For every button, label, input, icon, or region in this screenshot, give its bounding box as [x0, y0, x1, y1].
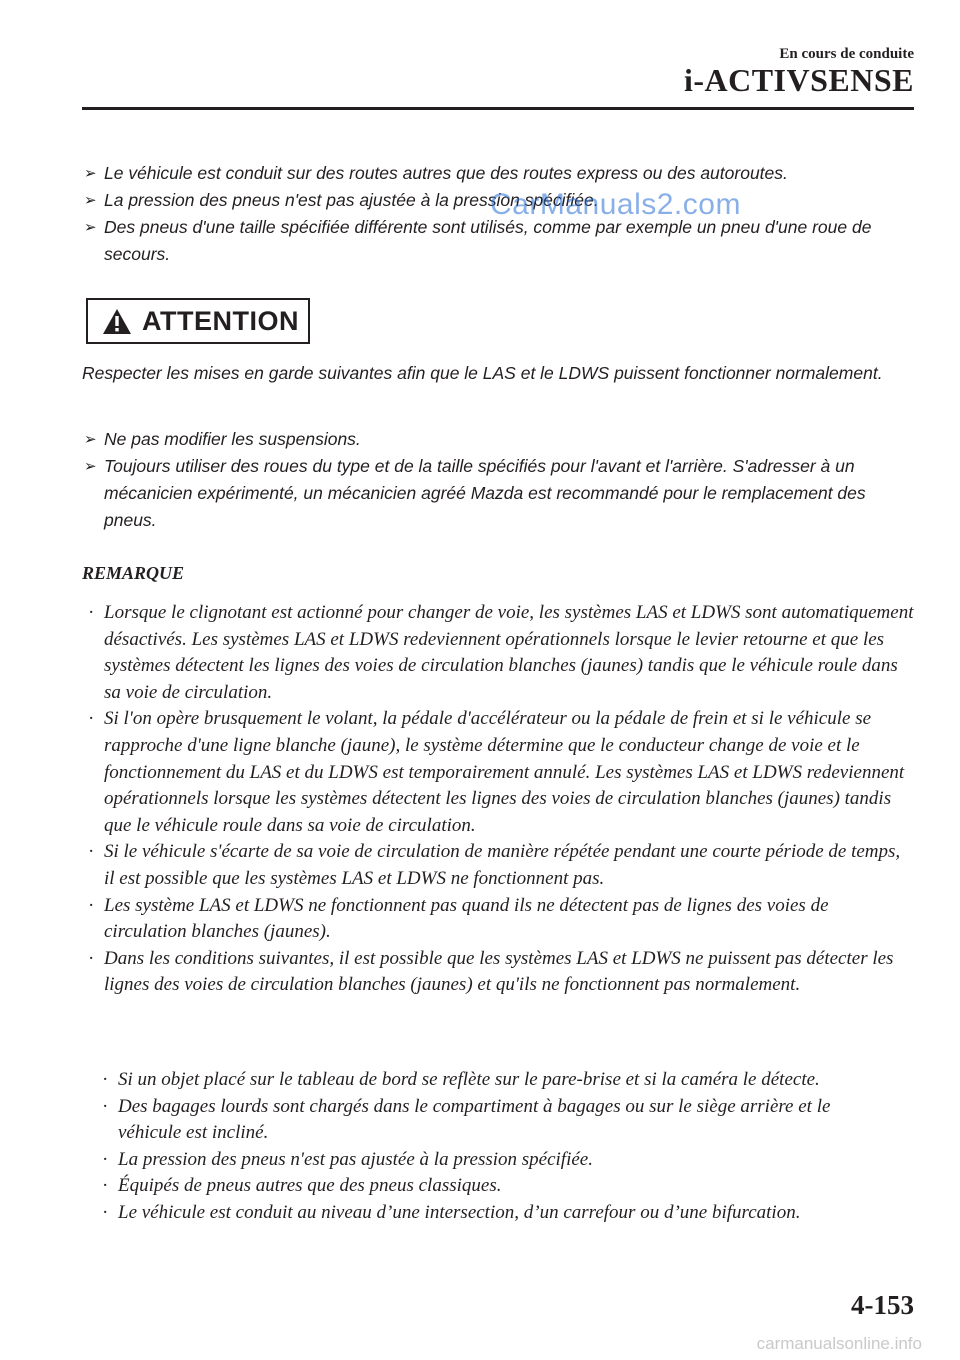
- attention-list: [82, 426, 912, 534]
- arrow-bullet-icon: ➢: [84, 219, 97, 236]
- section-title: En cours de conduite: [779, 46, 914, 62]
- bullet-dot-icon: ·: [88, 947, 95, 969]
- list-item: · Si l'on opère brusquement le volant, la pédale d'accélérateur ou la pédale de frein et si le véhicule se rapproche d'une ligne blanche (jaune), le système détermine que le conducteur change de voie et le fonctionnement du LAS et du LDWS est temporairement annulé. Les systèmes LAS et LDWS redeviennent opérationnels lorsque les systèmes détectent les lignes des voies de circulation blanches (jaunes) tandis que le véhicule roule dans sa voie de circulation.: [88, 708, 905, 836]
- arrow-bullet-icon: ➢: [84, 458, 97, 475]
- list-item: ➢ Toujours utiliser des roues du type et de la taille spécifiés pour l'avant et l'arrière. S'adresser à un mécanicien expérimenté, un mécanicien agréé Mazda est recommandé pour le remplacement des pneus.: [82, 453, 912, 534]
- arrow-bullet-icon: ➢: [84, 431, 97, 448]
- bullet-dot-icon: ·: [88, 708, 95, 730]
- list-item: · Des bagages lourds sont chargés dans le compartiment à bagages ou sur le siège arrière et le véhicule est incliné.: [102, 1095, 831, 1144]
- list-item: · Le véhicule est conduit au niveau d’une intersection, d’un carrefour ou d’une bifurcation.: [98, 1200, 898, 1227]
- list-item: · Équipés de pneus autres que des pneus classiques.: [98, 1173, 898, 1200]
- list-item: · Si le véhicule s'écarte de sa voie de circulation de manière répétée pendant une courte période de temps, il est possible que les systèmes LAS et LDWS ne fonctionnent pas.: [88, 841, 901, 889]
- bullet-dot-icon: ·: [102, 1069, 109, 1090]
- page-number: 4-153: [851, 1290, 914, 1320]
- watermark: CarManuals2.com: [490, 188, 741, 221]
- list-item: · Si un objet placé sur le tableau de bord se reflète sur le pare-brise et si la caméra le détecte.: [98, 1067, 898, 1094]
- bullet-dot-icon: ·: [88, 894, 95, 916]
- attention-intro: Respecter les mises en garde suivantes afin que le LAS et le LDWS puissent fonctionner normalement.: [82, 363, 883, 383]
- chapter-title: i-ACTIVSENSE: [683, 62, 914, 98]
- list-item: · Les système LAS et LDWS ne fonctionnent pas quand ils ne détectent pas de lignes des voies de circulation blanches (jaunes).: [88, 894, 829, 943]
- bullet-dot-icon: ·: [102, 1201, 109, 1223]
- bullet-dot-icon: ·: [88, 841, 95, 863]
- header-divider: [82, 107, 914, 110]
- remarque-list: [84, 600, 914, 999]
- bullet-dot-icon: ·: [102, 1095, 109, 1117]
- bullet-dot-icon: ·: [102, 1148, 109, 1170]
- arrow-bullet-icon: ➢: [84, 165, 97, 182]
- list-item: ➢ Le véhicule est conduit sur des routes autres que des routes express ou des autoroutes.: [82, 160, 912, 187]
- warning-triangle-icon: [102, 308, 132, 335]
- bullet-dot-icon: ·: [88, 602, 95, 623]
- footer-watermark: carmanualsonline.info: [756, 1334, 922, 1353]
- bullet-dot-icon: ·: [102, 1175, 109, 1197]
- list-item: · La pression des pneus n'est pas ajustée à la pression spécifiée.: [98, 1147, 898, 1174]
- arrow-bullet-icon: ➢: [84, 192, 97, 209]
- remarque-title: REMARQUE: [82, 563, 185, 583]
- list-item: · Dans les conditions suivantes, il est possible que les systèmes LAS et LDWS ne puissent pas détecter les lignes des voies de circulation blanches (jaunes) et qu'ils ne fonctionnent pas normalement.: [88, 947, 894, 996]
- remarque-sublist: [98, 1067, 898, 1227]
- list-item: · Lorsque le clignotant est actionné pour changer de voie, les systèmes LAS et LDWS sont automatiquement désactivés. Les systèmes LAS et LDWS redeviennent opérationnels lorsque le levier retourne et que les systèmes détectent les lignes des voies de circulation blanches (jaunes) tandis que le véhicule roule dans sa voie de circulation.: [88, 602, 914, 703]
- list-item: ➢ La pression des pneus n'est pas ajustée à la pression spécifiée.: [82, 187, 912, 214]
- list-item: ➢ Ne pas modifier les suspensions.: [82, 426, 912, 453]
- attention-label: ATTENTION: [142, 305, 299, 336]
- attention-box: [86, 298, 310, 344]
- list-item: ➢ Des pneus d'une taille spécifiée différente sont utilisés, comme par exemple un pneu d'une roue de secours.: [82, 214, 912, 268]
